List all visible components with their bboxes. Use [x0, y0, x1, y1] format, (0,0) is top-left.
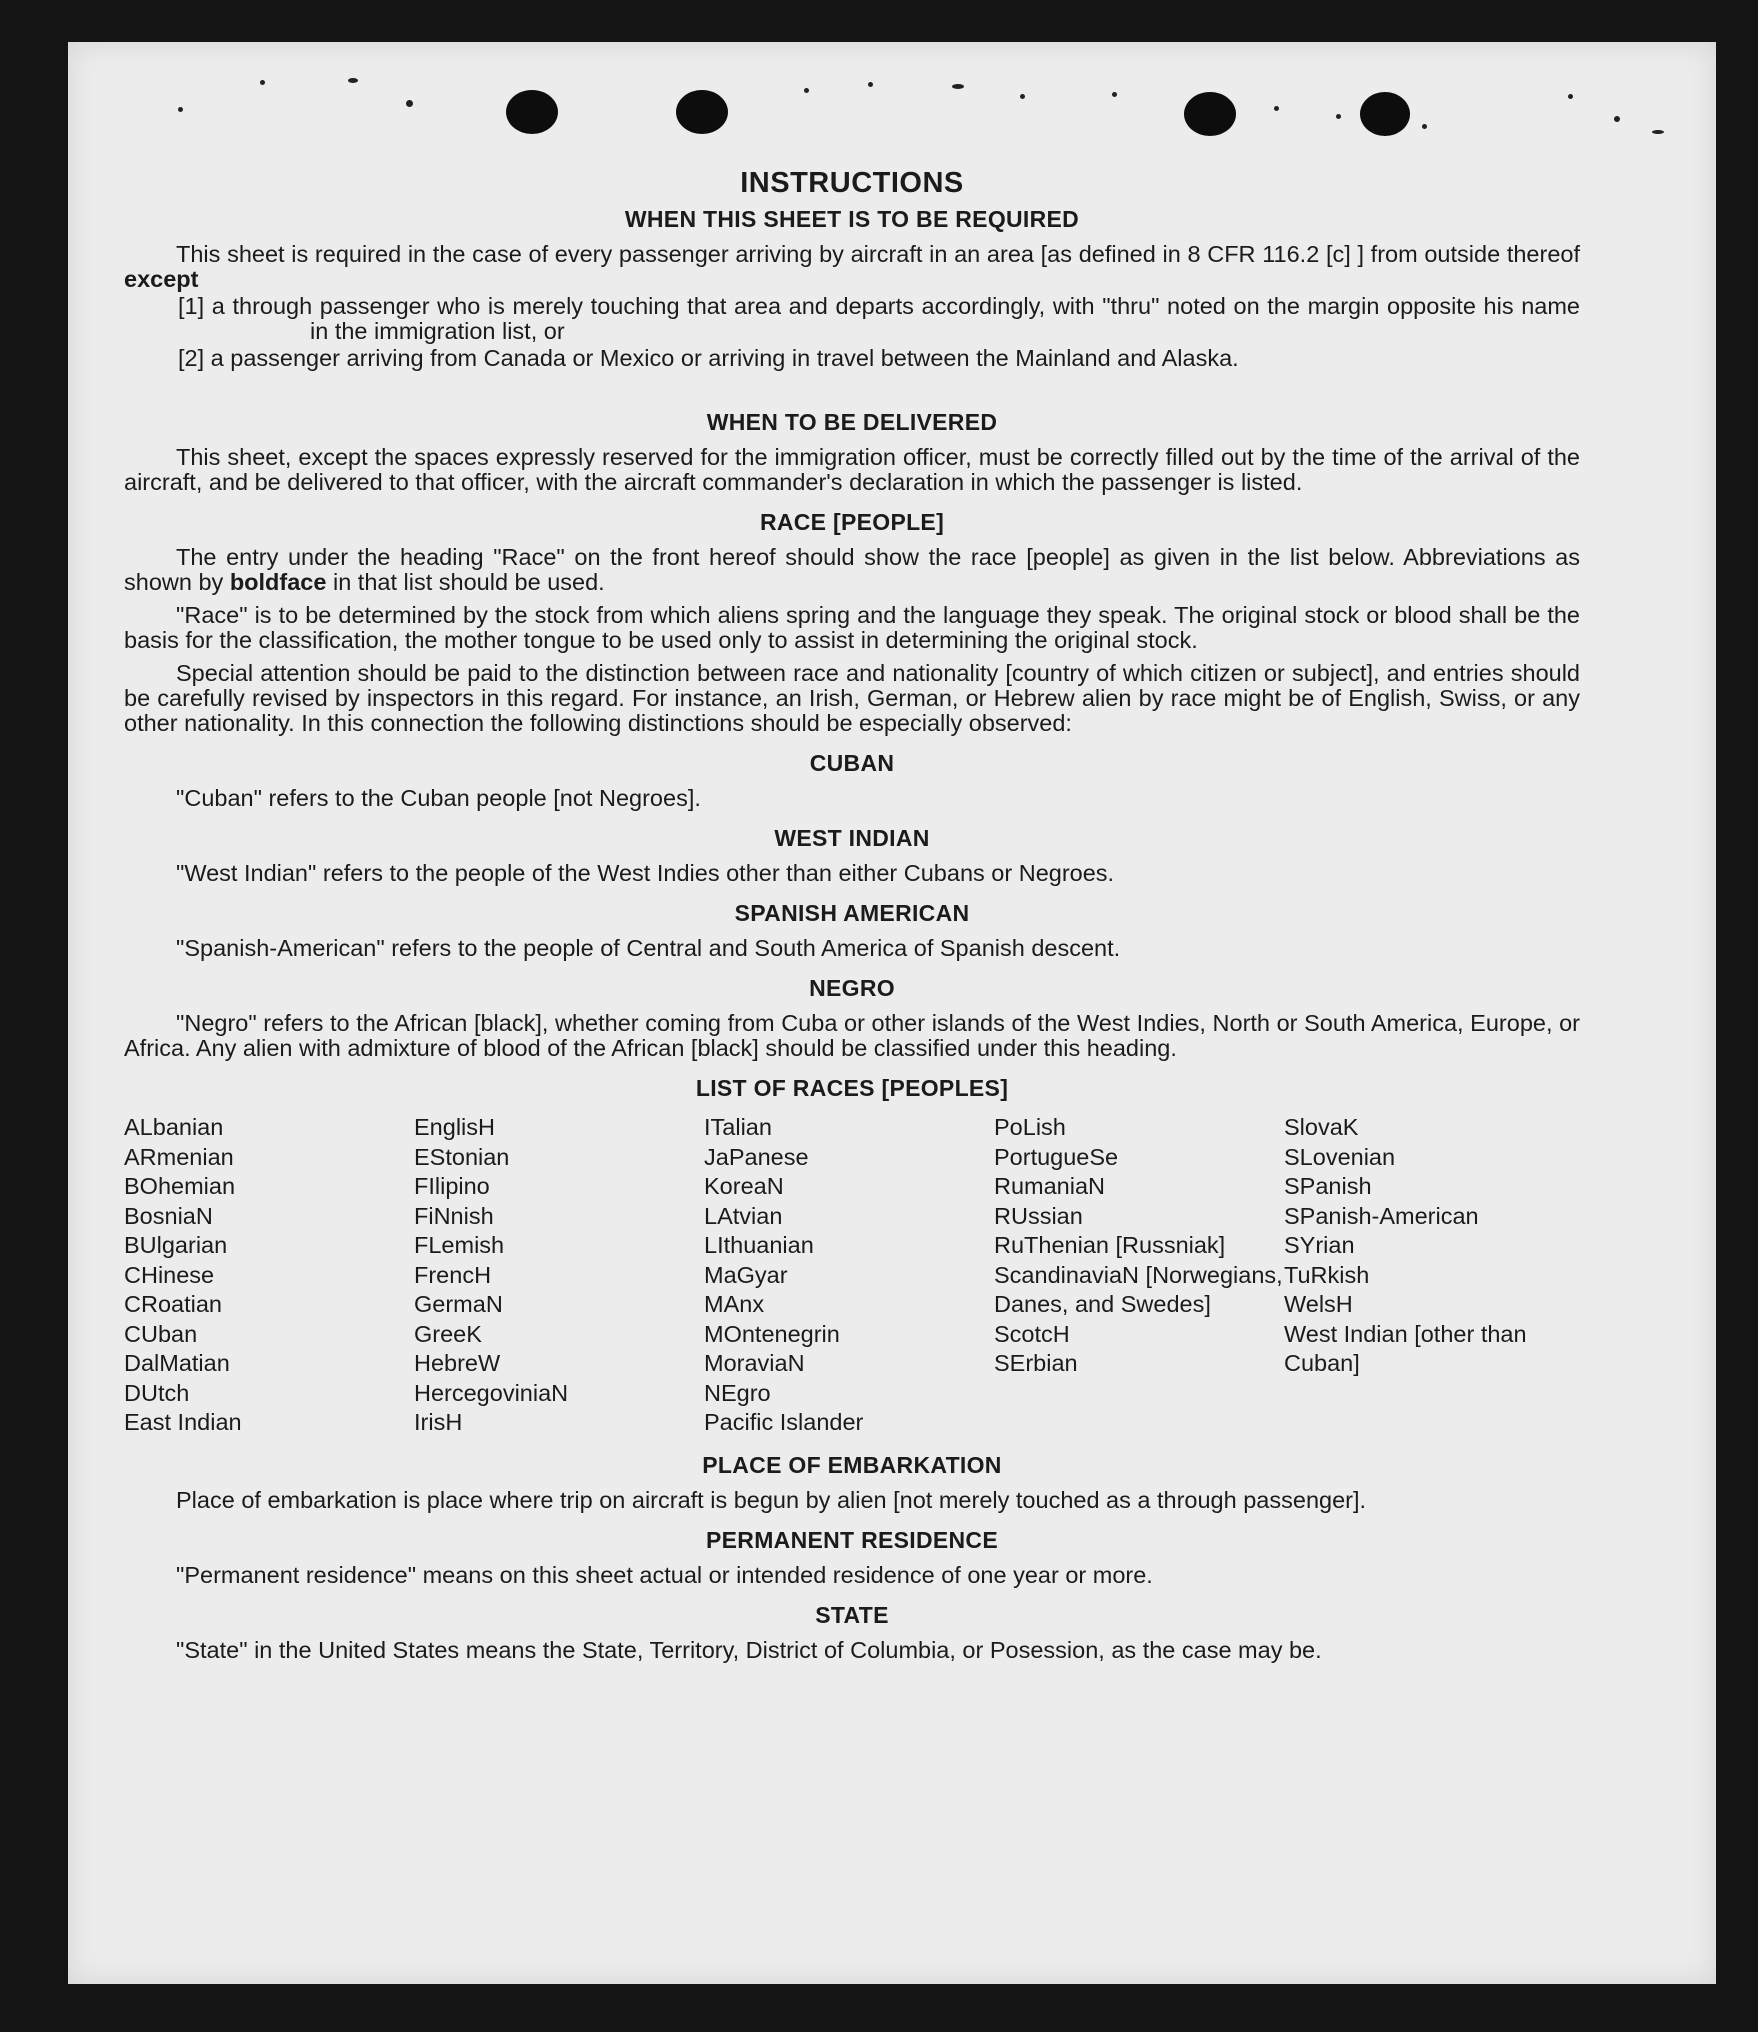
section-heading: WHEN TO BE DELIVERED [706, 409, 998, 435]
paragraph: This sheet is required in the case of every passenger arriving by aircraft in an area [as defined in 8 CFR 116.2 [c] ] from outside thereof except [124, 241, 1580, 292]
race-item: LAtvian [704, 1202, 783, 1229]
race-item: ITalian [704, 1114, 772, 1140]
race-item: JaPanese [704, 1143, 809, 1170]
section-heading: WHEN THIS SHEET IS TO BE REQUIRED [624, 206, 1080, 232]
race-item: BOhemian [124, 1173, 236, 1199]
punch-hole [676, 90, 728, 134]
list-item: [2] a passenger arriving from Canada or Mexico or arriving in travel between the Mainland and Alaska. [178, 345, 1239, 371]
race-column [994, 1113, 1284, 1438]
document-page [68, 42, 1716, 1984]
race-item: BUlgarian [124, 1232, 228, 1258]
race-item: Pacific Islander [704, 1409, 864, 1435]
race-item: MAnx [704, 1291, 765, 1317]
page-title: INSTRUCTIONS [740, 167, 964, 199]
speck [1112, 92, 1117, 97]
punch-hole [1184, 92, 1236, 136]
punch-hole [1360, 92, 1410, 136]
race-item: KoreaN [704, 1173, 784, 1199]
race-item: MOntenegrin [704, 1320, 840, 1347]
race-item: HercegoviniaN [414, 1379, 569, 1406]
list-item: [1] a through passenger who is merely touching that area and departs accordingly, with "thru" noted on the margin opposite his name in the immigration list, or [178, 293, 1580, 344]
race-item: DUtch [124, 1379, 190, 1406]
section-heading: LIST OF RACES [PEOPLES] [695, 1075, 1009, 1101]
race-item: CUban [124, 1320, 198, 1347]
speck [348, 78, 358, 83]
race-item: SLovenian [1284, 1143, 1396, 1170]
race-item: EStonian [414, 1143, 510, 1170]
race-item: CRoatian [124, 1291, 222, 1317]
paragraph: "Race" is to be determined by the stock from which aliens spring and the language they speak. The original stock or blood shall be the basis for the classification, the mother tongue to be used only to assist in determining the original stock. [124, 602, 1580, 653]
race-item: FLemish [414, 1232, 505, 1258]
speck [1652, 130, 1664, 134]
race-item: FrencH [414, 1261, 492, 1288]
speck [1568, 94, 1573, 99]
paragraph: "Spanish-American" refers to the people of Central and South America of Spanish descent. [176, 935, 1121, 961]
speck [1422, 124, 1427, 129]
race-item: ScotcH [994, 1320, 1070, 1347]
speck [260, 80, 265, 85]
race-item: BosniaN [124, 1202, 213, 1229]
race-item: LIthuanian [704, 1232, 814, 1258]
race-item: FIlipino [414, 1173, 490, 1199]
section-heading: SPANISH AMERICAN [734, 900, 970, 926]
race-item: HebreW [414, 1350, 501, 1376]
race-item: RUssian [994, 1202, 1083, 1229]
race-item: East Indian [124, 1409, 242, 1435]
race-column [1284, 1113, 1574, 1438]
race-item: ScandinaviaN [Norwegians, Danes, and Swedes] [994, 1261, 1283, 1317]
speck [1020, 94, 1025, 99]
race-item: IrisH [414, 1409, 463, 1435]
paragraph: "State" in the United States means the State, Territory, District of Columbia, or Posession, as the case may be. [176, 1636, 1322, 1663]
race-item: TuRkish [1284, 1261, 1370, 1288]
race-item: WelsH [1284, 1291, 1353, 1317]
speck [1614, 116, 1620, 122]
section-heading: STATE [815, 1601, 889, 1628]
race-item: SPanish-American [1284, 1202, 1479, 1229]
race-item: SErbian [994, 1350, 1078, 1376]
race-item: PortugueSe [994, 1143, 1119, 1170]
paragraph: "Cuban" refers to the Cuban people [not Negroes]. [176, 785, 701, 811]
race-item: West Indian [other than Cuban] [1284, 1320, 1527, 1376]
punch-hole [506, 90, 558, 134]
paragraph: The entry under the heading "Race" on the front hereof should show the race [people] as given in the list below. Abbreviations as shown by boldface in that list should be used. [124, 544, 1580, 595]
speck [178, 107, 183, 112]
race-item: SYrian [1284, 1232, 1355, 1258]
paragraph: "Permanent residence" means on this sheet actual or intended residence of one year or more. [176, 1561, 1153, 1588]
paragraph: Special attention should be paid to the distinction between race and nationality [country of which citizen or subject], and entries should be carefully revised by inspectors in this regard. For instance, an Irish, German, or Hebrew alien by race might be of English, Swiss, or any other nationality. In this connection the following distinctions should be especially observed: [124, 660, 1580, 736]
race-item: RuThenian [Russniak] [994, 1232, 1226, 1258]
race-item: PoLish [994, 1114, 1066, 1140]
section-heading: PERMANENT RESIDENCE [706, 1526, 998, 1553]
race-item: ALbanian [124, 1114, 224, 1140]
paragraph: Place of embarkation is place where trip on aircraft is begun by alien [not merely touched as a through passenger]. [176, 1486, 1367, 1513]
race-list [124, 1113, 1580, 1438]
section-heading: WEST INDIAN [774, 825, 930, 851]
race-column [124, 1113, 414, 1438]
race-item: GermaN [414, 1291, 503, 1317]
speck [868, 82, 873, 87]
race-item: FiNnish [414, 1202, 494, 1229]
race-item: DalMatian [124, 1350, 230, 1376]
race-item: SlovaK [1284, 1114, 1359, 1140]
race-item: NEgro [704, 1379, 771, 1406]
paragraph: "Negro" refers to the African [black], whether coming from Cuba or other islands of the West Indies, North or South America, Europe, or Africa. Any alien with admixture of blood of the African [black] should be classified under this heading. [124, 1010, 1580, 1061]
instructions-text [124, 166, 1580, 1663]
paragraph: "West Indian" refers to the people of the West Indies other than either Cubans or Negroes. [176, 860, 1115, 886]
race-item: MoraviaN [704, 1350, 805, 1376]
race-item: MaGyar [704, 1261, 788, 1288]
race-item: EnglisH [414, 1114, 495, 1140]
speck [1274, 106, 1279, 111]
race-item: RumaniaN [994, 1173, 1106, 1199]
section-heading: RACE [PEOPLE] [759, 509, 945, 535]
section-heading: CUBAN [809, 750, 895, 776]
paragraph: This sheet, except the spaces expressly reserved for the immigration officer, must be correctly filled out by the time of the arrival of the aircraft, and be delivered to that officer, with the aircraft commander's declaration in which the passenger is listed. [124, 444, 1580, 495]
speck [406, 100, 413, 107]
race-item: CHinese [124, 1261, 215, 1288]
race-column [704, 1113, 994, 1438]
section-heading: PLACE OF EMBARKATION [702, 1451, 1002, 1478]
race-item: SPanish [1284, 1173, 1372, 1199]
speck [1336, 114, 1341, 119]
section-heading: NEGRO [809, 975, 895, 1001]
race-item: GreeK [414, 1320, 482, 1347]
race-column [414, 1113, 704, 1438]
race-item: ARmenian [124, 1143, 234, 1170]
speck [804, 88, 809, 93]
speck [952, 84, 964, 89]
